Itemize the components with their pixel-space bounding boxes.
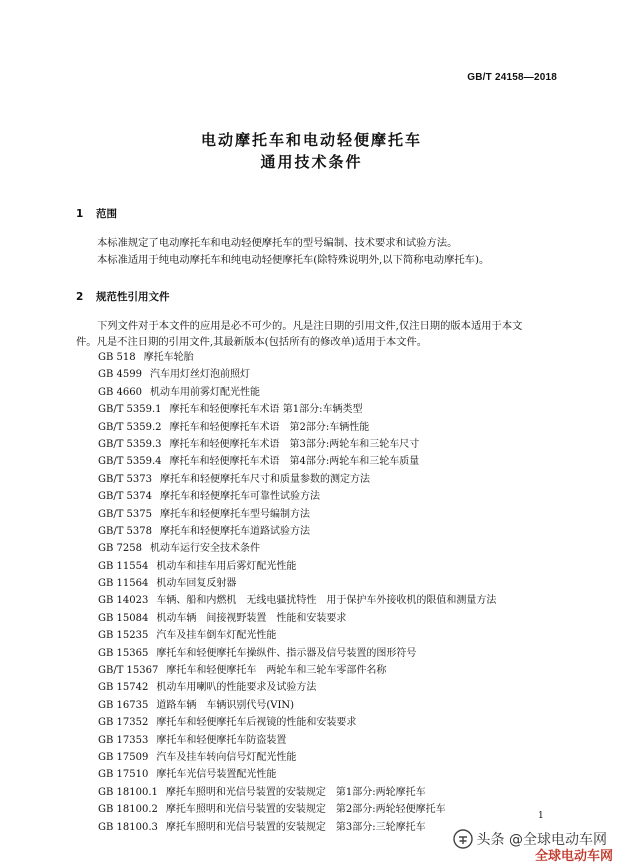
reference-item (98, 488, 496, 505)
reference-code: GB/T 5359.3 (98, 438, 162, 450)
reference-item (98, 697, 496, 714)
reference-title: 摩托车照明和光信号装置的安装规定 第3部分:三轮摩托车 (165, 821, 426, 833)
reference-code: GB 518 (98, 352, 136, 363)
standard-number: GB/T 24158—2018 (467, 72, 557, 83)
reference-item (98, 506, 496, 523)
reference-item (98, 784, 496, 801)
toutiao-logo-icon (453, 829, 473, 849)
reference-item (98, 436, 496, 453)
reference-item (98, 592, 496, 609)
reference-title: 摩托车和轻便摩托车术语 第3部分:两轮车和三轮车尺寸 (169, 438, 420, 450)
reference-title: 摩托车和轻便摩托车操纵件、指示器及信号装置的图形符号 (156, 647, 417, 659)
reference-code: GB/T 5375 (98, 508, 153, 520)
reference-title: 车辆、船和内燃机 无线电骚扰特性 用于保护车外接收机的限值和测量方法 (156, 595, 497, 607)
reference-code: GB 18100.2 (98, 804, 158, 816)
reference-item (98, 627, 496, 644)
reference-item (98, 645, 496, 662)
reference-code: GB 4660 (98, 386, 142, 398)
reference-item (98, 453, 496, 470)
reference-code: GB 17353 (98, 734, 149, 746)
reference-title: 汽车用灯丝灯泡前照灯 (149, 369, 250, 381)
section-heading-scope (76, 206, 117, 221)
reference-item (98, 714, 496, 731)
reference-item (98, 801, 496, 818)
reference-item (98, 523, 496, 540)
reference-code: GB/T 5359.4 (98, 456, 162, 468)
reference-code: GB 16735 (98, 699, 149, 711)
reference-code: GB 18100.1 (98, 786, 158, 798)
reference-title: 道路车辆 车辆识别代号(VIN) (156, 699, 295, 711)
reference-code: GB 15365 (98, 647, 149, 659)
reference-item (98, 766, 496, 783)
reference-item (98, 349, 496, 366)
reference-title: 汽车及挂车转向信号灯配光性能 (156, 751, 297, 763)
scope-paragraph-1: 本标准规定了电动摩托车和电动轻便摩托车的型号编制、技术要求和试验方法。 (97, 237, 458, 249)
references-intro-line-2: 件。凡是不注日期的引用文件,其最新版本(包括所有的修改单)适用于本文件。 (76, 336, 428, 348)
document-title-line1: 电动摩托车和电动轻便摩托车 (200, 131, 422, 149)
reference-title: 摩托车和轻便摩托车术语 第1部分:车辆类型 (169, 404, 363, 416)
reference-item (98, 419, 496, 436)
reference-code: GB 17352 (98, 717, 149, 729)
scope-paragraph-2: 本标准适用于纯电动摩托车和纯电动轻便摩托车(除特殊说明外,以下简称电动摩托车)。 (97, 254, 490, 266)
reference-code: GB 4599 (98, 369, 142, 381)
watermark-text: 头条 @全球电动车网 (476, 832, 607, 848)
reference-item (98, 366, 496, 383)
reference-code: GB/T 5359.2 (98, 421, 162, 433)
reference-item (98, 732, 496, 749)
reference-title: 机动车辆 间接视野装置 性能和安装要求 (156, 612, 347, 624)
reference-title: 摩托车和轻便摩托车型号编制方法 (160, 508, 311, 520)
reference-title: 摩托车和轻便摩托车防盗装置 (156, 734, 287, 746)
reference-title: 摩托车和轻便摩托车术语 第4部分:两轮车和三轮车质量 (169, 456, 420, 468)
reference-code: GB 11554 (98, 560, 149, 572)
reference-code: GB 17510 (98, 769, 149, 781)
reference-code: GB/T 5374 (98, 491, 153, 503)
reference-title: 摩托车和轻便摩托车术语 第2部分:车辆性能 (169, 421, 370, 433)
reference-title: 摩托车和轻便摩托车尺寸和质量参数的测定方法 (160, 473, 371, 485)
reference-code: GB/T 5359.1 (98, 404, 162, 416)
reference-title: 机动车运行安全技术条件 (149, 543, 260, 555)
site-logo: 全球电动车网 (531, 849, 617, 865)
reference-item (98, 679, 496, 696)
reference-item (98, 575, 496, 592)
reference-code: GB 15742 (98, 682, 149, 694)
reference-code: GB/T 5378 (98, 525, 153, 537)
reference-item (98, 471, 496, 488)
reference-item (98, 540, 496, 557)
page-number: 1 (538, 811, 544, 821)
reference-title: 摩托车照明和光信号装置的安装规定 第1部分:两轮摩托车 (165, 786, 426, 798)
references-intro-line-1: 下列文件对于本文件的应用是必不可少的。凡是注日期的引用文件,仅注日期的版本适用于本文 (97, 320, 523, 332)
reference-title: 汽车及挂车倒车灯配光性能 (156, 630, 277, 642)
reference-code: GB 17509 (98, 751, 149, 763)
reference-item (98, 749, 496, 766)
reference-title: 机动车回复反射器 (156, 578, 237, 590)
reference-code: GB 15235 (98, 630, 149, 642)
section-heading-normative-references (76, 289, 170, 304)
section-number: 1 (76, 208, 84, 220)
reference-code: GB 11564 (98, 578, 149, 590)
reference-code: GB/T 15367 (98, 665, 159, 677)
section-title: 范围 (96, 208, 117, 220)
reference-title: 摩托车和轻便摩托车道路试验方法 (160, 525, 311, 537)
reference-code: GB 15084 (98, 612, 149, 624)
reference-item (98, 610, 496, 627)
reference-list (98, 349, 496, 836)
reference-title: 摩托车轮胎 (143, 352, 194, 363)
reference-item (98, 384, 496, 401)
reference-title: 摩托车和轻便摩托车后视镜的性能和安装要求 (156, 717, 357, 729)
reference-code: GB/T 5373 (98, 473, 153, 485)
section-number: 2 (76, 291, 84, 303)
reference-item (98, 401, 496, 418)
section-title: 规范性引用文件 (96, 291, 170, 303)
reference-title: 机动车用喇叭的性能要求及试验方法 (156, 682, 317, 694)
reference-item (98, 558, 496, 575)
reference-code: GB 7258 (98, 543, 142, 555)
watermark (453, 829, 607, 849)
reference-title: 机动车用前雾灯配光性能 (149, 386, 260, 398)
reference-title: 摩托车光信号装置配光性能 (156, 769, 277, 781)
reference-item (98, 662, 496, 679)
reference-code: GB 14023 (98, 595, 149, 607)
reference-title: 摩托车和轻便摩托车可靠性试验方法 (160, 491, 321, 503)
reference-title: 摩托车照明和光信号装置的安装规定 第2部分:两轮轻便摩托车 (165, 804, 446, 816)
reference-title: 机动车和挂车用后雾灯配光性能 (156, 560, 297, 572)
reference-item (98, 819, 496, 836)
document-title-line2: 通用技术条件 (260, 153, 363, 171)
reference-code: GB 18100.3 (98, 821, 158, 833)
reference-title: 摩托车和轻便摩托车 两轮车和三轮车零部件名称 (166, 665, 387, 677)
